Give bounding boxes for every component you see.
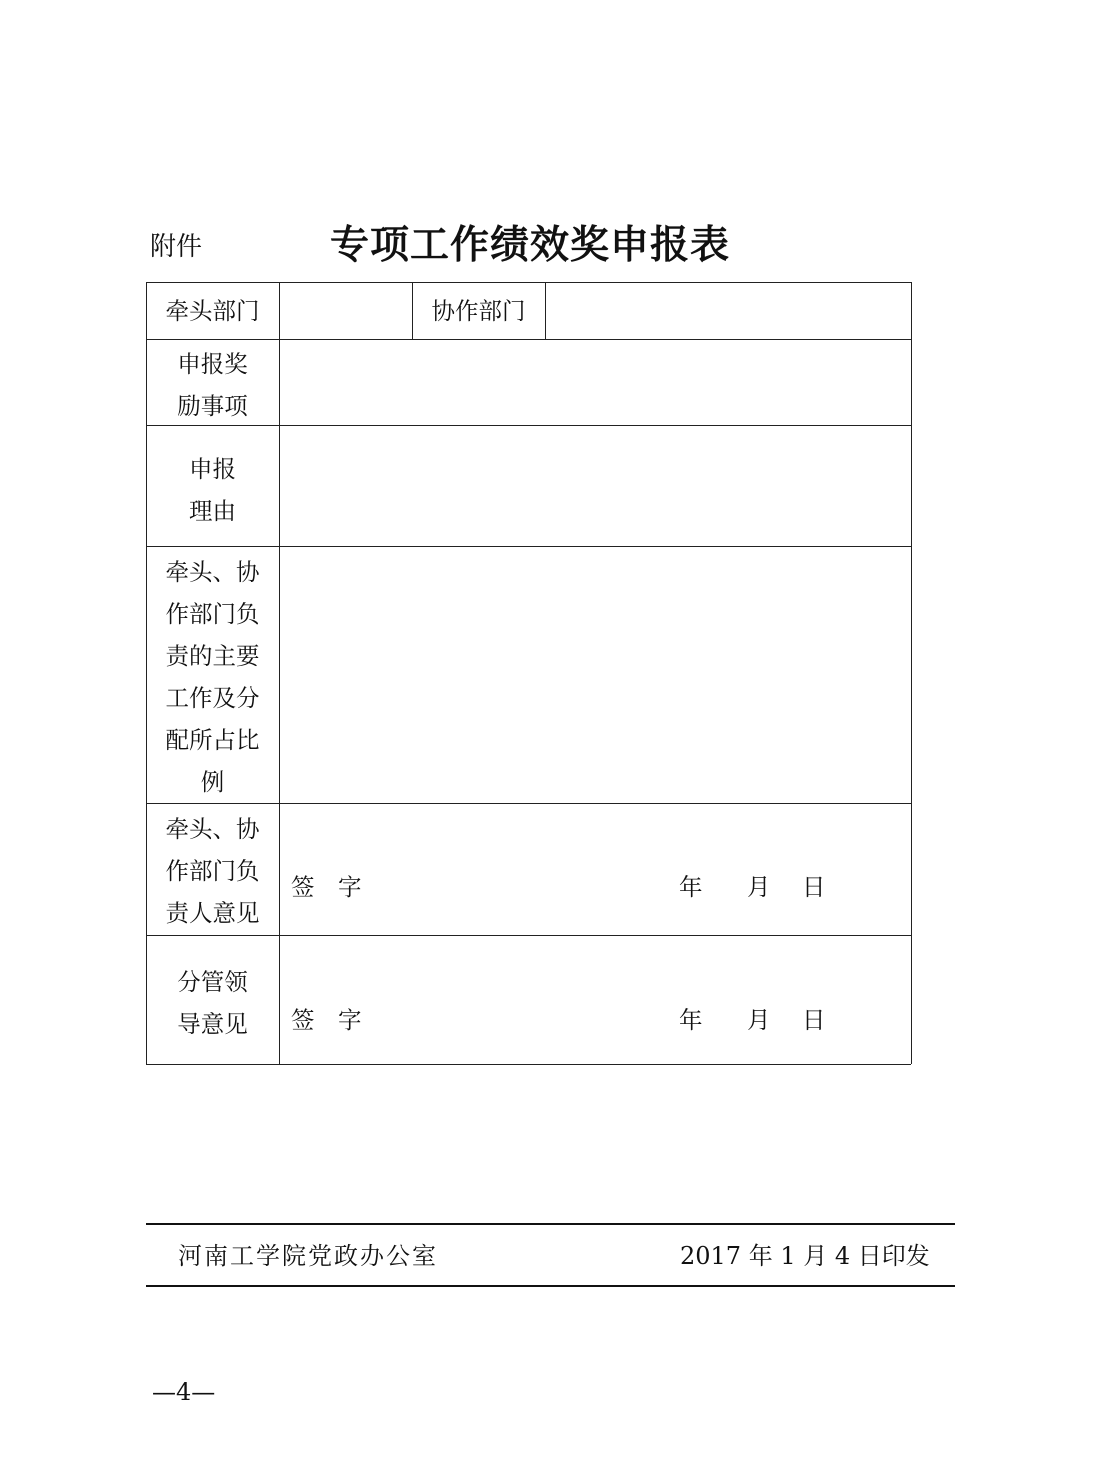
date-year-label: 年: [679, 873, 703, 901]
attachment-label: 附件: [150, 232, 203, 262]
reason-label: [146, 448, 279, 532]
date-year-label: 年: [679, 1006, 703, 1034]
reward-item-label: [146, 343, 279, 427]
label-line: 牵头、协: [165, 815, 260, 843]
issuer: 河南工学院党政办公室: [178, 1242, 438, 1270]
label-line: 责的主要: [165, 642, 260, 670]
lead-dept-field[interactable]: [281, 284, 411, 338]
work-allocation-field[interactable]: [281, 548, 909, 802]
label-line: 申报奖: [177, 350, 248, 378]
label-line: 理由: [189, 497, 236, 525]
table-border: [146, 282, 911, 283]
table-border: [146, 1064, 911, 1065]
footer-top-rule: [146, 1223, 955, 1225]
label-line: 作部门负: [165, 857, 260, 885]
label-line: 责人意见: [165, 899, 260, 927]
label-line: 工作及分: [165, 684, 260, 712]
label-line: 导意见: [177, 1010, 248, 1038]
table-border: [911, 282, 912, 1064]
signature-label: 签 字: [291, 873, 362, 901]
date-day-label: 日: [802, 1006, 826, 1034]
page-number: —4—: [152, 1378, 216, 1406]
label-line: 例: [200, 768, 225, 796]
signature-label: 签 字: [291, 1006, 362, 1034]
date-month-label: 月: [747, 1006, 771, 1034]
reason-field[interactable]: [281, 427, 909, 545]
lead-dept-label: 牵头部门: [165, 297, 260, 325]
dept-head-opinion-label: [146, 808, 279, 934]
table-border: [279, 282, 280, 1064]
label-line: 申报: [189, 455, 236, 483]
work-allocation-label: [146, 551, 279, 803]
date-day-label: 日: [802, 873, 826, 901]
label-line: 励事项: [177, 392, 248, 420]
leader-opinion-label: [146, 961, 279, 1045]
date-month-label: 月: [747, 873, 771, 901]
label-line: 牵头、协: [165, 558, 260, 586]
label-line: 配所占比: [165, 726, 260, 754]
table-border: [146, 803, 911, 804]
footer-bottom-rule: [146, 1285, 955, 1287]
table-border: [146, 546, 911, 547]
label-line: 作部门负: [165, 600, 260, 628]
issue-date: 2017 年 1 月 4 日印发: [680, 1242, 930, 1270]
page-title: 专项工作绩效奖申报表: [330, 222, 731, 268]
table-border: [146, 935, 911, 936]
table-border: [545, 282, 546, 339]
coop-dept-field[interactable]: [547, 284, 909, 338]
coop-dept-label: 协作部门: [431, 297, 526, 325]
reward-item-field[interactable]: [281, 341, 909, 424]
label-line: 分管领: [177, 968, 248, 996]
table-border: [146, 339, 911, 340]
